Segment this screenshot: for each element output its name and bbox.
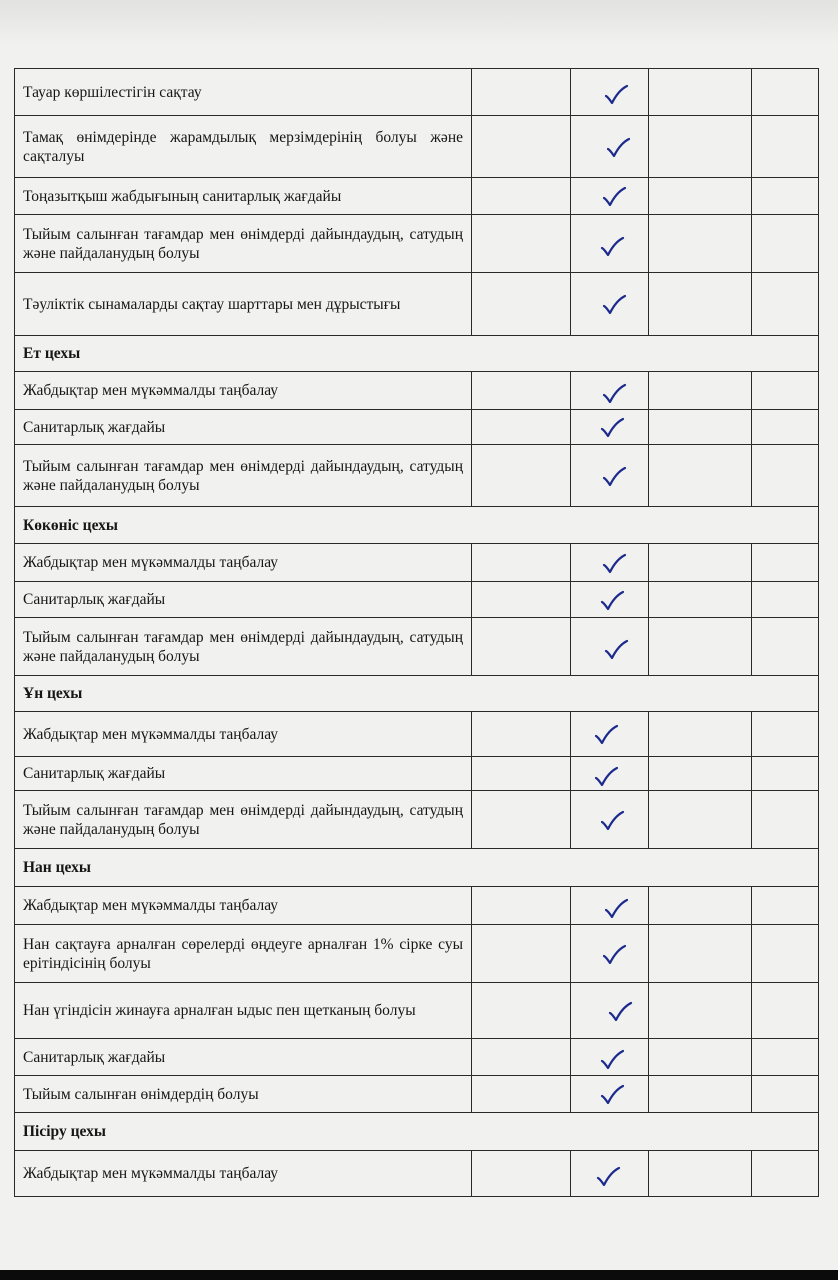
- result-cell-1: [472, 791, 571, 849]
- checkmark-icon: [607, 1000, 633, 1024]
- result-cell-4: [752, 544, 819, 582]
- result-cell-3: [649, 582, 752, 618]
- result-cell-3: [649, 791, 752, 849]
- checkmark-icon: [599, 1048, 625, 1072]
- result-cell-3: [649, 372, 752, 410]
- result-cell-4: [752, 410, 819, 445]
- checkmark-icon: [599, 1083, 625, 1107]
- result-cell-4: [752, 445, 819, 507]
- result-cell-1: [472, 1039, 571, 1076]
- result-cell-1: [472, 757, 571, 791]
- result-cell-2: [571, 618, 649, 676]
- result-cell-2: [571, 582, 649, 618]
- result-cell-1: [472, 925, 571, 983]
- result-cell-4: [752, 618, 819, 676]
- checkmark-icon: [599, 416, 625, 440]
- checkmark-icon: [601, 465, 627, 489]
- result-cell-4: [752, 712, 819, 757]
- result-cell-2: [571, 925, 649, 983]
- checkmark-icon: [605, 136, 631, 160]
- requirement-text: Тыйым салынған тағамдар мен өнімдерді дайындаудың, сатудың және пайдаланудың болуы: [15, 215, 472, 273]
- result-cell-3: [649, 178, 752, 215]
- requirement-text: Тауар көршілестігін сақтау: [15, 69, 472, 116]
- requirement-text: Нан үгіндісін жинауға арналған ыдыс пен щетканың болуы: [15, 983, 472, 1039]
- checkmark-icon: [601, 552, 627, 576]
- result-cell-3: [649, 712, 752, 757]
- result-cell-2: [571, 215, 649, 273]
- result-cell-1: [472, 215, 571, 273]
- requirement-text: Жабдықтар мен мүкәммалды таңбалау: [15, 887, 472, 925]
- result-cell-1: [472, 69, 571, 116]
- result-cell-4: [752, 372, 819, 410]
- result-cell-4: [752, 925, 819, 983]
- requirement-text: Тыйым салынған тағамдар мен өнімдерді дайындаудың, сатудың және пайдаланудың болуы: [15, 791, 472, 849]
- result-cell-1: [472, 712, 571, 757]
- result-cell-4: [752, 582, 819, 618]
- checklist-rows: [15, 69, 819, 1197]
- result-cell-1: [472, 618, 571, 676]
- checkmark-icon: [601, 185, 627, 209]
- checklist-row: [15, 1076, 819, 1113]
- checkmark-icon: [593, 723, 619, 747]
- result-cell-3: [649, 215, 752, 273]
- result-cell-3: [649, 1151, 752, 1197]
- checklist-row: [15, 445, 819, 507]
- checkmark-icon: [599, 589, 625, 613]
- section-row: [15, 507, 819, 544]
- inspection-checklist-table: [14, 68, 819, 1197]
- result-cell-3: [649, 544, 752, 582]
- checkmark-icon: [599, 809, 625, 833]
- section-title: Көкөніс цехы: [15, 507, 819, 544]
- result-cell-3: [649, 410, 752, 445]
- checklist-row: [15, 544, 819, 582]
- checkmark-icon: [603, 638, 629, 662]
- result-cell-2: [571, 544, 649, 582]
- page-top-shadow: [0, 0, 838, 46]
- result-cell-1: [472, 983, 571, 1039]
- requirement-text: Тамақ өнімдерінде жарамдылық мерзімдерінің болуы және сақталуы: [15, 116, 472, 178]
- result-cell-3: [649, 757, 752, 791]
- result-cell-2: [571, 1151, 649, 1197]
- result-cell-4: [752, 983, 819, 1039]
- checklist-row: [15, 925, 819, 983]
- result-cell-3: [649, 983, 752, 1039]
- requirement-text: Жабдықтар мен мүкәммалды таңбалау: [15, 1151, 472, 1197]
- result-cell-1: [472, 1151, 571, 1197]
- result-cell-2: [571, 410, 649, 445]
- checklist-row: [15, 372, 819, 410]
- checklist-row: [15, 757, 819, 791]
- section-row: [15, 1113, 819, 1151]
- result-cell-4: [752, 757, 819, 791]
- result-cell-4: [752, 1151, 819, 1197]
- result-cell-3: [649, 887, 752, 925]
- result-cell-4: [752, 215, 819, 273]
- result-cell-4: [752, 1039, 819, 1076]
- checkmark-icon: [601, 943, 627, 967]
- result-cell-1: [472, 116, 571, 178]
- result-cell-2: [571, 372, 649, 410]
- page-bottom-edge: [0, 1270, 838, 1280]
- checklist-row: [15, 273, 819, 336]
- checklist-row: [15, 582, 819, 618]
- result-cell-4: [752, 69, 819, 116]
- section-row: [15, 676, 819, 712]
- checklist-row: [15, 887, 819, 925]
- result-cell-1: [472, 410, 571, 445]
- checkmark-icon: [593, 765, 619, 789]
- section-row: [15, 336, 819, 372]
- result-cell-2: [571, 983, 649, 1039]
- result-cell-1: [472, 372, 571, 410]
- requirement-text: Санитарлық жағдайы: [15, 1039, 472, 1076]
- checklist-row: [15, 178, 819, 215]
- result-cell-1: [472, 582, 571, 618]
- result-cell-2: [571, 1076, 649, 1113]
- requirement-text: Тәуліктік сынамаларды сақтау шарттары мен дұрыстығы: [15, 273, 472, 336]
- result-cell-4: [752, 273, 819, 336]
- result-cell-4: [752, 791, 819, 849]
- result-cell-2: [571, 887, 649, 925]
- requirement-text: Санитарлық жағдайы: [15, 582, 472, 618]
- result-cell-3: [649, 273, 752, 336]
- requirement-text: Тоңазытқыш жабдығының санитарлық жағдайы: [15, 178, 472, 215]
- checkmark-icon: [603, 897, 629, 921]
- requirement-text: Санитарлық жағдайы: [15, 757, 472, 791]
- checkmark-icon: [595, 1165, 621, 1189]
- result-cell-1: [472, 544, 571, 582]
- result-cell-1: [472, 1076, 571, 1113]
- section-row: [15, 849, 819, 887]
- checklist-row: [15, 618, 819, 676]
- requirement-text: Тыйым салынған өнімдердің болуы: [15, 1076, 472, 1113]
- checklist-row: [15, 116, 819, 178]
- section-title: Пісіру цехы: [15, 1113, 819, 1151]
- checklist-row: [15, 983, 819, 1039]
- result-cell-2: [571, 791, 649, 849]
- result-cell-2: [571, 445, 649, 507]
- result-cell-4: [752, 178, 819, 215]
- result-cell-3: [649, 1039, 752, 1076]
- checklist-row: [15, 712, 819, 757]
- checklist-row: [15, 1039, 819, 1076]
- result-cell-3: [649, 618, 752, 676]
- requirement-text: Санитарлық жағдайы: [15, 410, 472, 445]
- checklist-row: [15, 791, 819, 849]
- result-cell-3: [649, 116, 752, 178]
- section-title: Ет цехы: [15, 336, 819, 372]
- result-cell-2: [571, 712, 649, 757]
- requirement-text: Нан сақтауға арналған сөрелерді өңдеуге арналған 1% сірке суы ерітіндісінің болуы: [15, 925, 472, 983]
- result-cell-2: [571, 273, 649, 336]
- requirement-text: Жабдықтар мен мүкәммалды таңбалау: [15, 544, 472, 582]
- section-title: Нан цехы: [15, 849, 819, 887]
- result-cell-2: [571, 1039, 649, 1076]
- result-cell-4: [752, 887, 819, 925]
- result-cell-2: [571, 757, 649, 791]
- result-cell-3: [649, 1076, 752, 1113]
- checklist-row: [15, 215, 819, 273]
- result-cell-2: [571, 178, 649, 215]
- requirement-text: Тыйым салынған тағамдар мен өнімдерді дайындаудың, сатудың және пайдаланудың болуы: [15, 618, 472, 676]
- result-cell-2: [571, 69, 649, 116]
- requirement-text: Тыйым салынған тағамдар мен өнімдерді дайындаудың, сатудың және пайдаланудың болуы: [15, 445, 472, 507]
- checkmark-icon: [599, 235, 625, 259]
- checklist-row: [15, 1151, 819, 1197]
- checkmark-icon: [603, 83, 629, 107]
- result-cell-4: [752, 116, 819, 178]
- result-cell-1: [472, 887, 571, 925]
- requirement-text: Жабдықтар мен мүкәммалды таңбалау: [15, 372, 472, 410]
- result-cell-3: [649, 445, 752, 507]
- checklist-row: [15, 69, 819, 116]
- result-cell-1: [472, 273, 571, 336]
- section-title: Ұн цехы: [15, 676, 819, 712]
- checkmark-icon: [601, 293, 627, 317]
- result-cell-1: [472, 445, 571, 507]
- result-cell-1: [472, 178, 571, 215]
- checkmark-icon: [601, 382, 627, 406]
- checklist-row: [15, 410, 819, 445]
- result-cell-3: [649, 925, 752, 983]
- result-cell-3: [649, 69, 752, 116]
- requirement-text: Жабдықтар мен мүкәммалды таңбалау: [15, 712, 472, 757]
- result-cell-2: [571, 116, 649, 178]
- result-cell-4: [752, 1076, 819, 1113]
